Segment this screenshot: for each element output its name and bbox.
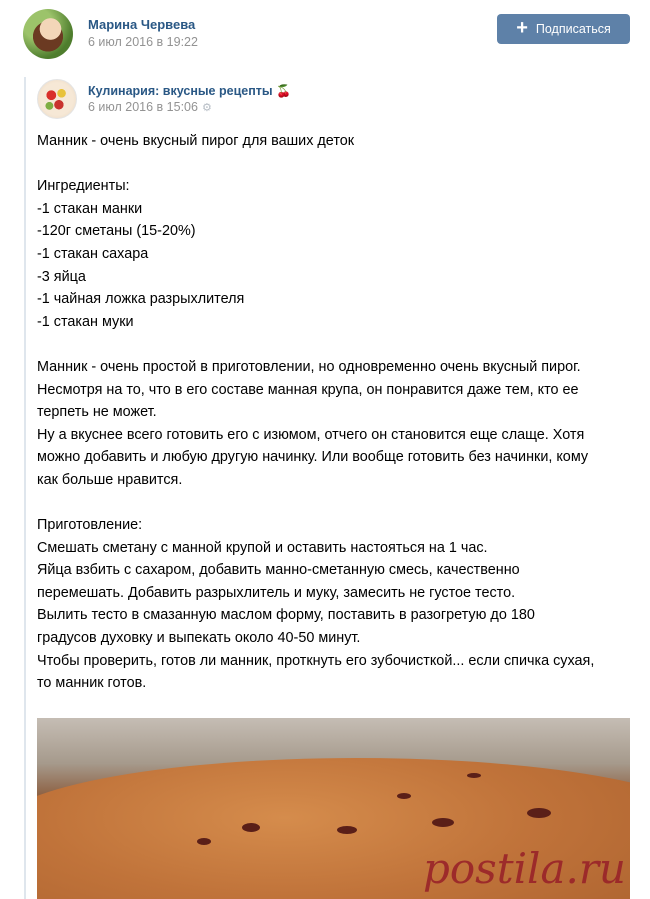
- watermark: postila.ru: [423, 844, 626, 893]
- post-text-line: -1 стакан манки: [37, 200, 143, 217]
- post-text-line: Ингредиенты:: [37, 178, 130, 195]
- post-text-line: Чтобы проверить, готов ли манник, проткнуть его зубочисткой... если спичка сухая,: [37, 652, 595, 669]
- post-text: [37, 130, 637, 695]
- cherry-icon: 🍒: [276, 84, 291, 98]
- subscribe-button[interactable]: [497, 14, 630, 44]
- repost-bar: [24, 77, 26, 899]
- group-avatar[interactable]: [37, 79, 77, 119]
- post-text-line: -1 стакан муки: [37, 313, 134, 330]
- post-text-blank-line: [37, 153, 637, 176]
- post-text-line: -120г сметаны (15-20%): [37, 223, 196, 240]
- post-text-line: терпеть не может.: [37, 404, 157, 421]
- post-text-line: то манник готов.: [37, 675, 147, 692]
- post-text-line: Ну а вкуснее всего готовить его с изюмом, отчего он становится еще слаще. Хотя: [37, 426, 585, 443]
- post-text-line: Манник - очень вкусный пирог для ваших деток: [37, 133, 355, 149]
- subscribe-button-label: Подписаться: [535, 22, 611, 36]
- raisin: [432, 818, 454, 827]
- post-text-line: Вылить тесто в смазанную маслом форму, поставить в разогретую до 180: [37, 607, 535, 624]
- raisin: [527, 808, 551, 818]
- post-photo[interactable]: [37, 718, 630, 899]
- raisin: [467, 773, 481, 778]
- post-text-line: перемешать. Добавить разрыхлитель и муку, замесить не густое тесто.: [37, 584, 516, 601]
- post-text-line: Несмотря на то, что в его составе манная крупа, он понравится даже тем, кто ее: [37, 381, 579, 398]
- post-text-blank-line: [37, 333, 637, 356]
- raisin: [397, 793, 411, 799]
- post-text-line: можно добавить и любую другую начинку. Или вообще готовить без начинки, кому: [37, 449, 589, 466]
- author-name[interactable]: Марина Червева: [88, 17, 196, 32]
- group-name[interactable]: [88, 84, 291, 98]
- plus-icon: +: [516, 17, 528, 39]
- gear-icon: ⚙: [201, 101, 212, 114]
- post-text-line: Манник - очень простой в приготовлении, но одновременно очень вкусный пирог.: [37, 358, 581, 375]
- post-text-line: Смешать сметану с манной крупой и оставить настояться на 1 час.: [37, 539, 488, 556]
- author-post-time[interactable]: 6 июл 2016 в 19:22: [88, 35, 198, 49]
- post-text-line: Яйца взбить с сахаром, добавить манно-сметанную смесь, качественно: [37, 562, 520, 579]
- group-post-time-label[interactable]: 6 июл 2016 в 15:06: [88, 100, 198, 114]
- raisin: [242, 823, 260, 832]
- raisin: [197, 838, 211, 845]
- author-avatar[interactable]: [23, 9, 73, 59]
- post-text-line: градусов духовку и выпекать около 40-50 минут.: [37, 630, 361, 647]
- post-text-line: Приготовление:: [37, 517, 143, 534]
- group-post-time[interactable]: [88, 100, 212, 114]
- post-text-line: -3 яйца: [37, 268, 86, 285]
- group-name-label[interactable]: Кулинария: вкусные рецепты: [88, 84, 273, 98]
- post-text-line: как больше нравится.: [37, 471, 183, 488]
- post-text-blank-line: [37, 492, 637, 515]
- raisin: [337, 826, 357, 834]
- post-text-line: -1 чайная ложка разрыхлителя: [37, 291, 245, 308]
- post-text-line: -1 стакан сахара: [37, 245, 149, 262]
